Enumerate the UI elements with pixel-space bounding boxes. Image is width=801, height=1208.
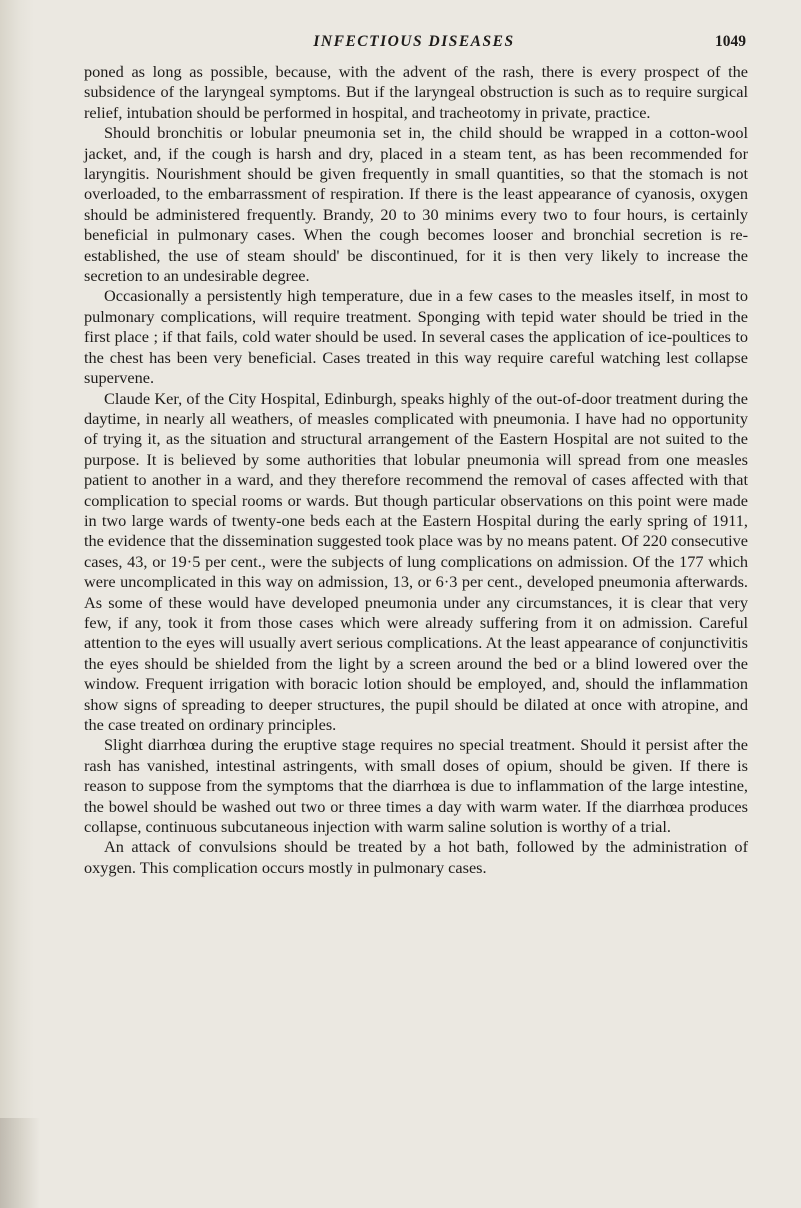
page-corner-shadow [0,1118,40,1208]
running-title: INFECTIOUS DISEASES [313,33,515,50]
paragraph-convulsions: An attack of convulsions should be treated by a hot bath, followed by the administration of oxygen. This complication occurs mostly in pulmonary cases. [84,837,748,877]
body-text [84,62,748,878]
paragraph-bronchitis: Should bronchitis or lobular pneumonia set in, the child should be wrapped in a cotton-wool jacket, and, if the cough is harsh and dry, placed in a steam tent, as has been recommended for laryngitis. Nourishment should be given frequently in small quantities, so that the stomach is not overloaded, to the embarrassment of respiration. If there is the least appearance of cyanosis, oxygen should be administered frequently. Brandy, 20 to 30 minims every two to four hours, is certainly beneficial in pulmonary cases. When the cough becomes looser and bronchial secretion is re-established, the use of steam should' be discontinued, for it is then very likely to increase the secretion to an undesirable degree. [84,123,748,286]
page-number: 1049 [715,33,746,50]
page-edge-shadow [0,0,34,1208]
paragraph-diarrhoea: Slight diarrhœa during the eruptive stage requires no special treatment. Should it persist after the rash has vanished, intestinal astringents, with small doses of opium, should be given. If there is reason to suppose from the symptoms that the diarrhœa is due to inflammation of the large intestine, the bowel should be washed out two or three times a day with warm water. If the diarrhœa produces collapse, continuous subcutaneous injection with warm saline solution is worthy of a trial. [84,735,748,837]
paragraph-continuation: poned as long as possible, because, with the advent of the rash, there is every prospect of the subsidence of the laryngeal symptoms. But if the laryngeal obstruction is such as to require surgical relief, intubation should be performed in hospital, and tracheotomy in private, practice. [84,62,748,122]
paragraph-temperature: Occasionally a persistently high temperature, due in a few cases to the measles itself, in most to pulmonary complications, will require treatment. Sponging with tepid water should be tried in the first place ; if that fails, cold water should be used. In several cases the application of ice-poultices to the chest has been very beneficial. Cases treated in this way require careful watching lest collapse supervene. [84,286,748,388]
page-header [82,33,746,59]
paragraph-out-of-door-treatment: Claude Ker, of the City Hospital, Edinburgh, speaks highly of the out-of-door treatment during the daytime, in nearly all weathers, of measles complicated with pneumonia. I have had no opportunity of trying it, as the situation and structural arrangement of the Eastern Hospital are not suited to the purpose. It is believed by some authorities that lobular pneumonia will spread from one measles patient to another in a ward, and they therefore recommend the removal of cases affected with that complication to special rooms or wards. But though particular observations on this point were made in two large wards of twenty-one beds each at the Eastern Hospital during the early spring of 1911, the evidence that the dissemination suggested took place was by no means patent. Of 220 consecutive cases, 43, or 19·5 per cent., were the subjects of lung complications on admission. Of the 177 which were uncomplicated in this way on admission, 13, or 6·3 per cent., developed pneumonia afterwards. As some of these would have developed pneumonia under any circumstances, it is clear that very few, if any, took it from those cases which were already suffering from it on admission. Careful attention to the eyes will usually avert serious complications. At the least appearance of conjunctivitis the eyes should be shielded from the light by a screen around the bed or a blind lowered over the window. Frequent irrigation with boracic lotion should be employed, and, should the inflammation show signs of spreading to deeper structures, the pupil should be dilated at once with atropine, and the case treated on ordinary principles. [84,388,748,734]
